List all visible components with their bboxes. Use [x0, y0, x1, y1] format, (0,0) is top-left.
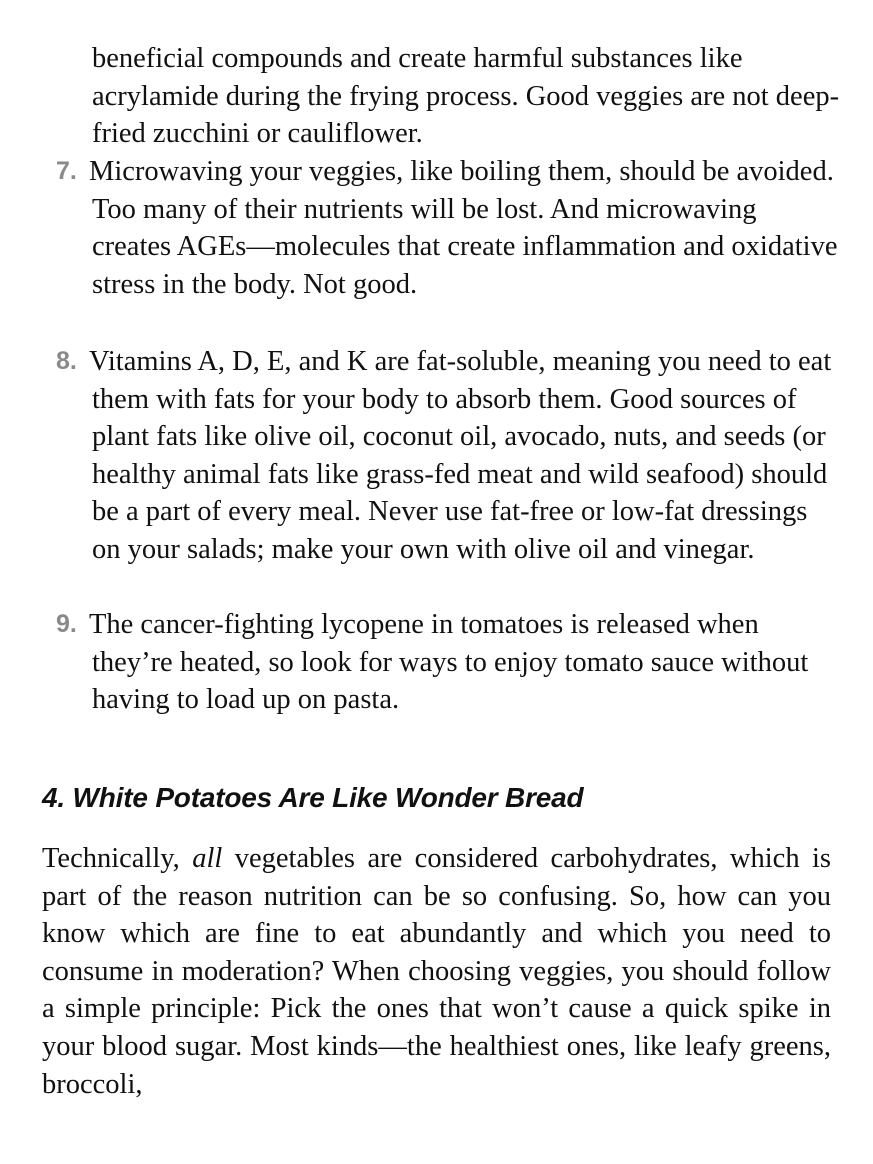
list-item-number: 8. [56, 347, 77, 375]
list-item [40, 343, 840, 569]
list-item-number: 9. [56, 610, 77, 638]
list-item [40, 606, 840, 719]
list-item-number: 7. [56, 157, 77, 185]
paragraph-text-start: Technically, [42, 843, 193, 874]
list-item [40, 153, 840, 303]
emphasis-all: all [192, 843, 223, 874]
paragraph-text-rest: vegetables are considered carbohydrates, which is part of the reason nutrition can be so confusing. So, how can you know which are fine to eat abundantly and which you need to consume in moderation? When choosing veggies, you should follow a simple principle: Pick the ones that won’t cause a quick spike in your blood sugar. Most kinds—the healthiest ones, like leafy greens, broccoli, [42, 843, 832, 1100]
list-item-text: Vitamins A, D, E, and K are fat-soluble, meaning you need to eat them with fats for your body to absorb them. Good sources of plant fats like olive oil, coconut oil, avocado, nuts, and seeds (or healthy animal fats like grass-fed meat and wild seafood) should be a part of every meal. Never use fat-free or low-fat dressings on your salads; make your own with olive oil and vinegar. [89, 346, 832, 565]
list-item-text: The cancer-fighting lycopene in tomatoes is released when they’re heated, so look for ways to enjoy tomato sauce without having to load up on pasta. [89, 609, 809, 716]
section-paragraph [42, 840, 831, 1103]
continuation-paragraph: beneficial compounds and create harmful substances like acrylamide during the frying process. Good veggies are not deep-fried zucchini or cauliflower. [92, 43, 840, 150]
section-heading: 4. White Potatoes Are Like Wonder Bread [42, 782, 584, 813]
list-item-text: Microwaving your veggies, like boiling them, should be avoided. Too many of their nutrients will be lost. And microwaving creates AGEs—molecules that create inflammation and oxidative stress in the body. Not good. [89, 156, 838, 300]
